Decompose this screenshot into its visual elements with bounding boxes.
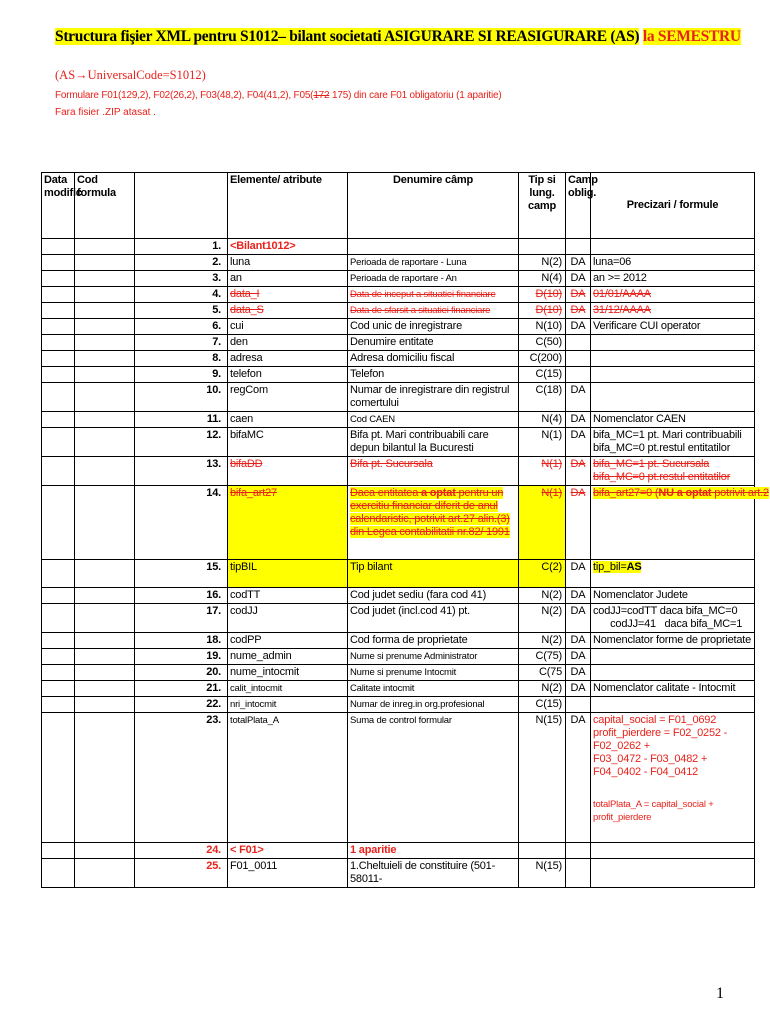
cell-row-number: 22. (135, 697, 228, 713)
prec-line: bifa_MC=0 pt.restul entitatilor (593, 442, 731, 454)
cell-denumire: Adresa domiciliu fiscal (348, 351, 519, 367)
cell-tip: N(4) (519, 412, 566, 428)
prec-c: potrivit art.2 (711, 487, 769, 499)
cell-cod-formula (75, 604, 135, 633)
cell-row-number: 24. (135, 843, 228, 859)
cell-obligatoriu: DA (566, 287, 591, 303)
cell-precizari (591, 604, 755, 633)
cell-denumire (348, 486, 519, 560)
prec-line: Nomenclator forme de proprietate (593, 634, 752, 646)
forms-line: Formulare F01(129,2), F02(26,2), F03(48,2), F04(41,2), F05(172 175) din care F01 obligatoriu (1 aparitie) (55, 90, 502, 101)
cell-row-number: 19. (135, 649, 228, 665)
cell-precizari (591, 697, 755, 713)
table-row (42, 319, 755, 335)
cell-precizari (591, 412, 755, 428)
cell-data-modific (42, 319, 75, 335)
table-row (42, 486, 755, 560)
den-b: a optat (421, 487, 456, 499)
cell-denumire: Calitate intocmit (348, 681, 519, 697)
cell-obligatoriu: DA (566, 255, 591, 271)
cell-row-number: 11. (135, 412, 228, 428)
cell-element: luna (228, 255, 348, 271)
cell-tip: N(1) (519, 428, 566, 457)
cell-tip: C(50) (519, 335, 566, 351)
cell-data-modific (42, 383, 75, 412)
cell-precizari (591, 239, 755, 255)
cell-tip: N(10) (519, 319, 566, 335)
prec-line: bifa_MC=0 pt.restul entitatilor (593, 471, 731, 483)
header-row (42, 173, 755, 239)
cell-row-number: 9. (135, 367, 228, 383)
cell-precizari (591, 271, 755, 287)
cell-row-number: 5. (135, 303, 228, 319)
prec-line: an >= 2012 (593, 272, 647, 284)
prec-line: bifa_MC=1 pt. Mari contribuabili (593, 429, 742, 441)
cell-data-modific (42, 486, 75, 560)
prec-a: tip_bil= (593, 561, 627, 573)
table-row (42, 697, 755, 713)
cell-obligatoriu (566, 697, 591, 713)
cell-tip: N(2) (519, 588, 566, 604)
cell-precizari (591, 713, 755, 843)
cell-element: bifaMC (228, 428, 348, 457)
page-number: 1 (716, 985, 724, 1002)
prec-line: Nomenclator calitate - Intocmit (593, 682, 736, 694)
table-row (42, 367, 755, 383)
cell-element: data_S (228, 303, 348, 319)
header-camp-oblig: Camp oblig. (566, 173, 591, 239)
cell-element: <Bilant1012> (228, 239, 348, 255)
prec-line: profit_pierdere (593, 812, 652, 823)
cell-precizari (591, 588, 755, 604)
no-zip-note: Fara fisier .ZIP atasat . (55, 107, 156, 118)
cell-precizari (591, 255, 755, 271)
den-a: Daca entitatea (350, 487, 421, 499)
table-row (42, 843, 755, 859)
cell-cod-formula (75, 457, 135, 486)
cell-precizari (591, 367, 755, 383)
cell-element: an (228, 271, 348, 287)
table-row (42, 239, 755, 255)
cell-data-modific (42, 303, 75, 319)
cell-cod-formula (75, 383, 135, 412)
cell-obligatoriu (566, 859, 591, 888)
cell-data-modific (42, 633, 75, 649)
cell-denumire: Tip bilant (348, 560, 519, 588)
cell-row-number: 10. (135, 383, 228, 412)
cell-data-modific (42, 649, 75, 665)
cell-tip: N(2) (519, 604, 566, 633)
prec-line: bifa_MC=1 pt. Sucursala (593, 458, 710, 470)
cell-element: adresa (228, 351, 348, 367)
cell-denumire: 1.Cheltuieli de constituire (501-58011- (348, 859, 519, 888)
cell-row-number: 15. (135, 560, 228, 588)
cell-precizari (591, 649, 755, 665)
cell-cod-formula (75, 351, 135, 367)
cell-tip: D(10) (519, 303, 566, 319)
cell-element: cui (228, 319, 348, 335)
cell-data-modific (42, 271, 75, 287)
universal-code: (AS→UniversalCode=S1012) (55, 68, 206, 82)
cell-element: totalPlata_A (228, 713, 348, 843)
cell-row-number: 1. (135, 239, 228, 255)
cell-denumire: 1 aparitie (348, 843, 519, 859)
cell-obligatoriu: DA (566, 633, 591, 649)
cell-obligatoriu: DA (566, 560, 591, 588)
cell-data-modific (42, 255, 75, 271)
table-row (42, 335, 755, 351)
cell-obligatoriu: DA (566, 383, 591, 412)
den-c: pentru un exercitiu financiar diferit de anul calendaristic, potrivit art.27 alin.(3) din Legea contabilitatii nr.82/ 1991 (350, 487, 510, 538)
cell-element: calit_intocmit (228, 681, 348, 697)
cell-element: nume_intocmit (228, 665, 348, 681)
cell-cod-formula (75, 649, 135, 665)
prec-b: AS (626, 561, 642, 573)
cell-element: nri_intocmit (228, 697, 348, 713)
cell-row-number: 18. (135, 633, 228, 649)
table-row (42, 560, 755, 588)
table-row (42, 633, 755, 649)
table-row (42, 457, 755, 486)
cell-element: codTT (228, 588, 348, 604)
cell-denumire: Cod unic de inregistrare (348, 319, 519, 335)
cell-row-number: 23. (135, 713, 228, 843)
cell-precizari (591, 486, 769, 560)
cell-row-number: 14. (135, 486, 228, 560)
cell-cod-formula (75, 588, 135, 604)
table-row (42, 713, 755, 843)
cell-denumire: Perioada de raportare - An (348, 271, 519, 287)
cell-cod-formula (75, 843, 135, 859)
cell-data-modific (42, 604, 75, 633)
cell-obligatoriu (566, 335, 591, 351)
cell-cod-formula (75, 633, 135, 649)
prec-part (593, 487, 769, 499)
cell-data-modific (42, 560, 75, 588)
cell-obligatoriu: DA (566, 588, 591, 604)
header-denumire: Denumire câmp (348, 173, 519, 239)
cell-denumire: Denumire entitate (348, 335, 519, 351)
cell-precizari (591, 843, 755, 859)
cell-denumire: Cod judet (incl.cod 41) pt. (348, 604, 519, 633)
cell-row-number: 16. (135, 588, 228, 604)
cell-cod-formula (75, 287, 135, 303)
cell-cod-formula (75, 271, 135, 287)
cell-tip: N(2) (519, 255, 566, 271)
cell-tip: C(18) (519, 383, 566, 412)
cell-cod-formula (75, 665, 135, 681)
cell-obligatoriu: DA (566, 665, 591, 681)
prec-line: 01/01/AAAA (593, 288, 651, 300)
prec-line: luna=06 (593, 256, 632, 268)
table-row (42, 287, 755, 303)
cell-row-number: 2. (135, 255, 228, 271)
cell-row-number: 17. (135, 604, 228, 633)
cell-denumire: Numar de inreg.in org.profesional (348, 697, 519, 713)
header-cod-formula: Cod formula (75, 173, 135, 239)
cell-element: F01_0011 (228, 859, 348, 888)
cell-precizari (591, 303, 755, 319)
cell-precizari (591, 457, 755, 486)
cell-tip: N(2) (519, 681, 566, 697)
table-row (42, 271, 755, 287)
cell-element: bifaDD (228, 457, 348, 486)
cell-tip: N(15) (519, 713, 566, 843)
cell-denumire: Nume si prenume Administrator (348, 649, 519, 665)
cell-obligatoriu: DA (566, 303, 591, 319)
header-tip: Tip si lung. camp (519, 173, 566, 239)
cell-precizari (591, 319, 755, 335)
prec-line: Verificare CUI operator (593, 320, 701, 332)
cell-obligatoriu: DA (566, 412, 591, 428)
cell-precizari (591, 560, 755, 588)
cell-precizari (591, 665, 755, 681)
prec-line: profit_pierdere = F02_0252 - F02_0262 + (593, 727, 728, 752)
prec-line: codJJ=41 daca bifa_MC=1 (593, 618, 743, 630)
cell-obligatoriu (566, 367, 591, 383)
cell-cod-formula (75, 239, 135, 255)
document-title (55, 28, 741, 46)
cell-denumire: Bifa pt. Sucursala (348, 457, 519, 486)
cell-element: caen (228, 412, 348, 428)
cell-row-number: 20. (135, 665, 228, 681)
table-row (42, 351, 755, 367)
cell-tip: C(15) (519, 367, 566, 383)
cell-row-number: 8. (135, 351, 228, 367)
prec-line: totalPlata_A = capital_social + (593, 799, 714, 810)
cell-cod-formula (75, 367, 135, 383)
header-data-modific: Data modific (42, 173, 75, 239)
cell-element: nume_admin (228, 649, 348, 665)
cell-row-number: 4. (135, 287, 228, 303)
table-row (42, 588, 755, 604)
cell-row-number: 6. (135, 319, 228, 335)
cell-tip: D(10) (519, 287, 566, 303)
table-row (42, 255, 755, 271)
table-row (42, 383, 755, 412)
cell-cod-formula (75, 412, 135, 428)
cell-tip: C(200) (519, 351, 566, 367)
cell-tip: N(1) (519, 486, 566, 560)
cell-data-modific (42, 713, 75, 843)
cell-data-modific (42, 665, 75, 681)
cell-cod-formula (75, 681, 135, 697)
cell-denumire: Suma de control formular (348, 713, 519, 843)
cell-row-number: 3. (135, 271, 228, 287)
cell-row-number: 21. (135, 681, 228, 697)
cell-data-modific (42, 428, 75, 457)
den-part (350, 487, 510, 538)
table-row (42, 428, 755, 457)
cell-data-modific (42, 239, 75, 255)
cell-denumire: Bifa pt. Mari contribuabili care depun bilantul la Bucuresti (348, 428, 519, 457)
cell-obligatoriu: DA (566, 713, 591, 843)
cell-data-modific (42, 681, 75, 697)
cell-cod-formula (75, 713, 135, 843)
cell-data-modific (42, 843, 75, 859)
cell-element: telefon (228, 367, 348, 383)
cell-row-number: 12. (135, 428, 228, 457)
prec-line: Nomenclator Judete (593, 589, 688, 601)
prec-line: codJJ=codTT daca bifa_MC=0 (593, 605, 738, 617)
table-row (42, 303, 755, 319)
title-main: Structura fişier XML pentru S1012– bilant societati ASIGURARE SI REASIGURARE (AS) (55, 28, 640, 45)
cell-element: den (228, 335, 348, 351)
cell-precizari (591, 335, 755, 351)
cell-element: bifa_art27 (228, 486, 348, 560)
cell-tip: C(75) (519, 649, 566, 665)
cell-data-modific (42, 697, 75, 713)
cell-denumire: Nume si prenume Intocmit (348, 665, 519, 681)
cell-obligatoriu: DA (566, 457, 591, 486)
cell-denumire: Cod forma de proprietate (348, 633, 519, 649)
cell-denumire (348, 239, 519, 255)
structure-table (41, 172, 769, 888)
cell-precizari (591, 633, 755, 649)
prec-b: NU a optat (658, 487, 712, 499)
cell-tip: C(75 (519, 665, 566, 681)
header-elemente: Elemente/ atribute (228, 173, 348, 239)
cell-data-modific (42, 351, 75, 367)
cell-denumire: Data de sfarsit a situatiei financiare (348, 303, 519, 319)
cell-precizari (591, 859, 755, 888)
cell-cod-formula (75, 486, 135, 560)
cell-precizari (591, 428, 755, 457)
cell-data-modific (42, 588, 75, 604)
prec-line: Nomenclator CAEN (593, 413, 686, 425)
cell-precizari (591, 681, 755, 697)
prec-part (593, 561, 641, 573)
cell-denumire: Cod CAEN (348, 412, 519, 428)
cell-element: regCom (228, 383, 348, 412)
cell-element: codJJ (228, 604, 348, 633)
cell-row-number: 13. (135, 457, 228, 486)
cell-cod-formula (75, 255, 135, 271)
prec-line: capital_social = F01_0692 (593, 714, 717, 726)
cell-element: codPP (228, 633, 348, 649)
cell-cod-formula (75, 303, 135, 319)
cell-tip: N(4) (519, 271, 566, 287)
cell-precizari (591, 383, 755, 412)
cell-data-modific (42, 859, 75, 888)
cell-obligatoriu: DA (566, 271, 591, 287)
cell-tip: C(2) (519, 560, 566, 588)
prec-line (593, 779, 752, 792)
cell-element: tipBIL (228, 560, 348, 588)
cell-tip (519, 843, 566, 859)
cell-data-modific (42, 335, 75, 351)
cell-data-modific (42, 287, 75, 303)
cell-denumire: Cod judet sediu (fara cod 41) (348, 588, 519, 604)
cell-row-number: 7. (135, 335, 228, 351)
table-row (42, 412, 755, 428)
cell-cod-formula (75, 560, 135, 588)
cell-precizari (591, 287, 755, 303)
cell-tip: C(15) (519, 697, 566, 713)
cell-tip (519, 239, 566, 255)
cell-data-modific (42, 457, 75, 486)
cell-denumire: Perioada de raportare - Luna (348, 255, 519, 271)
title-suffix: la SEMESTRU (642, 28, 741, 45)
header-precizari: Precizari / formule (591, 173, 755, 239)
cell-obligatoriu (566, 239, 591, 255)
cell-precizari (591, 351, 755, 367)
cell-tip: N(1) (519, 457, 566, 486)
table-row (42, 649, 755, 665)
cell-obligatoriu: DA (566, 649, 591, 665)
cell-tip: N(15) (519, 859, 566, 888)
cell-denumire: Data de inceput a situatiei financiare (348, 287, 519, 303)
cell-tip: N(2) (519, 633, 566, 649)
cell-obligatoriu: DA (566, 604, 591, 633)
cell-obligatoriu: DA (566, 428, 591, 457)
table-row (42, 604, 755, 633)
prec-line: 31/12/AAAA (593, 304, 651, 316)
cell-cod-formula (75, 697, 135, 713)
prec-a: bifa_art27=0 ( (593, 487, 659, 499)
cell-cod-formula (75, 859, 135, 888)
cell-obligatoriu: DA (566, 319, 591, 335)
cell-cod-formula (75, 319, 135, 335)
table-row (42, 665, 755, 681)
prec-line: F03_0472 - F03_0482 + (593, 753, 708, 765)
cell-denumire: Telefon (348, 367, 519, 383)
cell-data-modific (42, 412, 75, 428)
cell-obligatoriu (566, 843, 591, 859)
table-row (42, 681, 755, 697)
cell-data-modific (42, 367, 75, 383)
cell-row-number: 25. (135, 859, 228, 888)
cell-obligatoriu (566, 351, 591, 367)
table-row (42, 859, 755, 888)
cell-element: < F01> (228, 843, 348, 859)
cell-cod-formula (75, 335, 135, 351)
prec-line: F04_0402 - F04_0412 (593, 766, 699, 778)
cell-element: data_I (228, 287, 348, 303)
cell-obligatoriu: DA (566, 681, 591, 697)
cell-obligatoriu: DA (566, 486, 591, 560)
cell-cod-formula (75, 428, 135, 457)
cell-denumire: Numar de inregistrare din registrul comertului (348, 383, 519, 412)
